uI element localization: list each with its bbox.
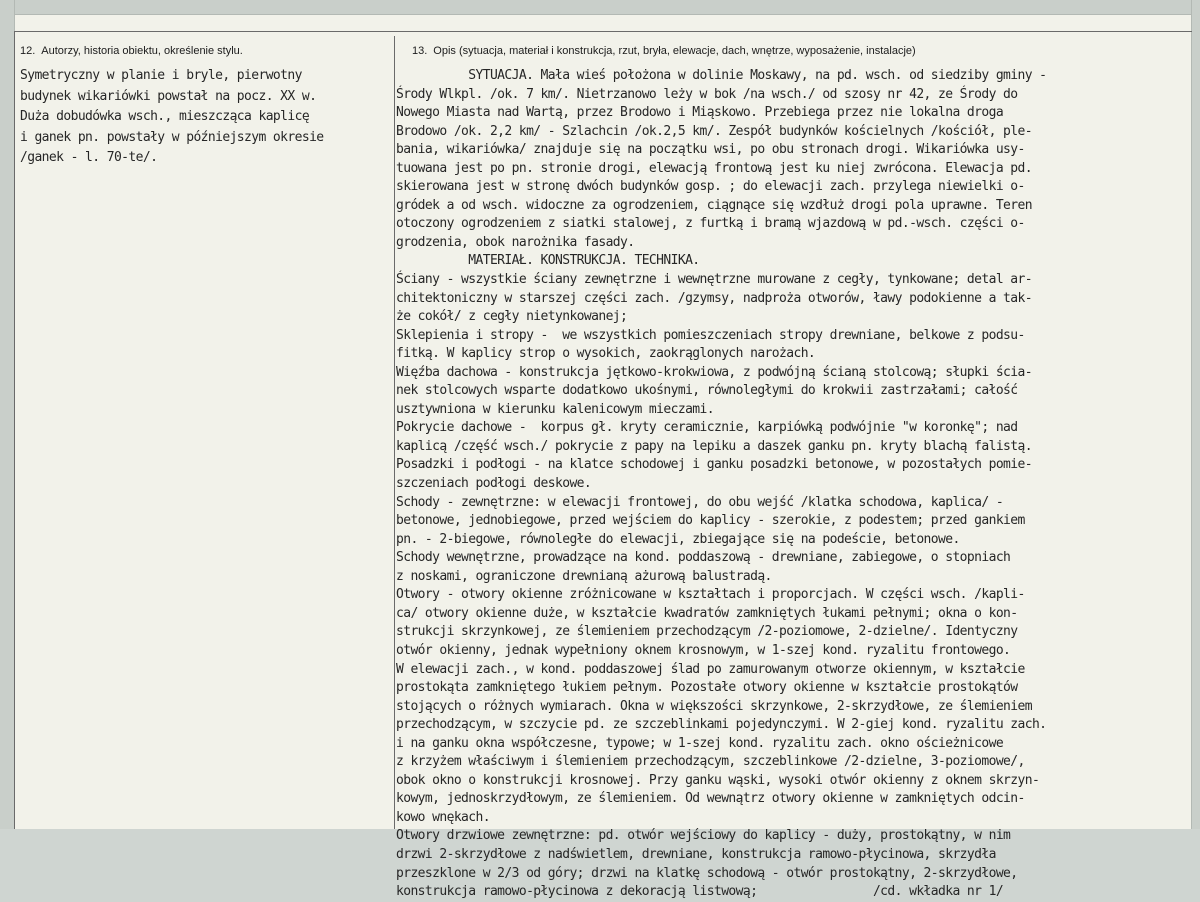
text-line: Brodowo /ok. 2,2 km/ - Szlachcin /ok.2,5 km/. Zespół budynków kościelnych /kościół, ple- — [396, 123, 1032, 139]
form-column-divider — [394, 36, 395, 829]
text-line: Środy Wlkpl. /ok. 7 km/. Nietrzanowo leży w bok /na wsch./ od szosy nr 42, ze Środy do — [396, 86, 1018, 102]
text-line: szczeniach podłogi deskowe. — [396, 476, 592, 492]
text-line: fitką. W kaplicy strop o wysokich, zaokrąglonych narożach. — [396, 346, 816, 362]
text-line: Schody wewnętrzne, prowadzące na kond. poddaszową - drewniane, zabiegowe, o stopniach — [396, 550, 1011, 566]
text-line: Schody - zewnętrzne: w elewacji frontowej, do obu wejść /klatka schodowa, kaplica/ - — [396, 494, 1004, 510]
text-line: skierowana jest w stronę dwóch budynków gosp. ; do elewacji zach. przylega niewielki o- — [396, 179, 1025, 195]
text-line: strukcji skrzynkowej, ze ślemieniem przechodzącym /2-poziomowe, 2-dzielne/. Identyczny — [396, 624, 1018, 640]
text-line: Sklepienia i stropy - we wszystkich pomieszczeniach stropy drewniane, belkowe z podsu- — [396, 327, 1025, 343]
section-13-heading — [412, 45, 916, 57]
text-line: kowo wnękach. — [396, 809, 490, 825]
text-line: Symetryczny w planie i bryle, pierwotny — [20, 68, 302, 83]
text-line: Ściany - wszystkie ściany zewnętrzne i wewnętrzne murowane z cegły, tynkowane; detal ar- — [396, 272, 1032, 288]
text-line: pn. - 2-biegowe, równoległe do elewacji, zbiegające się na podeście, betonowe. — [396, 531, 960, 547]
scan-edge-top — [0, 0, 1200, 15]
text-line: gródek a od wsch. widoczne za ogrodzeniem, ciągnące się wzdłuż drogi pola uprawne. Teren — [396, 197, 1032, 213]
text-line: /ganek - l. 70-te/. — [20, 150, 158, 165]
text-line: Otwory - otwory okienne zróżnicowane w kształtach i proporcjach. W części wsch. /kapli- — [396, 587, 1025, 603]
text-line: otwór okienny, jednak wypełniony oknem krosnowym, w 1-szej kond. ryzalitu frontowego. — [396, 642, 1011, 658]
text-line: SYTUACJA. Mała wieś położona w dolinie Moskawy, na pd. wsch. od siedziby gminy - — [396, 68, 1047, 83]
text-line: nek stolcowych wsparte dodatkowo ukośnymi, równoległymi do krokwii zastrzałami; całość — [396, 383, 1018, 399]
section-13-number: 13. — [412, 45, 428, 57]
text-line: kowym, jednoskrzydłowym, ze ślemieniem. Od wewnątrz otwory okienne w zamkniętych odcin- — [396, 791, 1025, 807]
text-line: Więźba dachowa - konstrukcja jętkowo-krokwiowa, z podwójną ścianą stolcową; słupki ścia- — [396, 364, 1032, 380]
section-13-title: Opis (sytuacja, materiał i konstrukcja, rzut, bryła, elewacje, dach, wnętrze, wyposażenie, instalacje) — [433, 45, 916, 57]
text-line: budynek wikariówki powstał na pocz. XX w. — [20, 88, 317, 104]
form-rule-left — [14, 31, 15, 829]
text-line: i ganek pn. powstały w późniejszym okresie — [20, 129, 324, 145]
text-line: Posadzki i podłogi - na klatce schodowej i ganku posadzki betonowe, w pozostałych pomie- — [396, 457, 1032, 473]
text-line: betonowe, jednobiegowe, przed wejściem do kaplicy - szerokie, z podestem; przed gankiem — [396, 513, 1025, 529]
text-line: chitektoniczny w starszej części zach. /gzymsy, nadproża otworów, ławy podokienne a tak- — [396, 290, 1032, 306]
text-line: obok okno o konstrukcji krosnowej. Przy ganku wąski, wysoki otwór okienny z oknem skrzyn- — [396, 772, 1040, 788]
text-line: prostokąta zamkniętego łukiem pełnym. Pozostałe otwory okienne w kształcie prostokątów — [396, 680, 1018, 696]
form-rule-top — [14, 31, 1192, 32]
section-12-heading — [20, 45, 243, 57]
section-12-number: 12. — [20, 45, 36, 57]
text-line: Otwory drzwiowe zewnętrzne: pd. otwór wejściowy do kaplicy - duży, prostokątny, w nim — [396, 828, 1011, 844]
text-line: konstrukcja ramowo-płycinowa z dekoracją listwową; /cd. wkładka nr 1/ — [396, 884, 1004, 900]
text-line: tuowana jest po pn. stronie drogi, elewacją frontową jest ku niej zwrócona. Elewacja pd. — [396, 160, 1032, 176]
text-line: Nowego Miasta nad Wartą, przez Brodowo i Miąskowo. Przebiega przez nie lokalna droga — [396, 105, 1004, 121]
scan-edge-left — [0, 0, 15, 829]
section-13-text — [396, 67, 1046, 902]
text-line: grodzenia, obok narożnika fasady. — [396, 234, 635, 250]
text-line: Pokrycie dachowe - korpus gł. kryty ceramicznie, karpiówką podwójnie "w koronkę"; nad — [396, 420, 1018, 436]
text-line: stojących o różnych wymiarach. Okna w większości skrzynkowe, 2-skrzydłowe, ze ślemieniem — [396, 698, 1032, 714]
text-line: otoczony ogrodzeniem z siatki stalowej, z furtką i bramą wjazdową w pd.-wsch. części o- — [396, 216, 1025, 232]
text-line: z krzyżem właściwym i ślemieniem przechodzącym, szczeblinkowe /2-dzielne, 3-poziomowe/, — [396, 754, 1025, 770]
text-line: z noskami, ograniczone drewnianą ażurową balustradą. — [396, 568, 772, 584]
text-line: i na ganku okna współczesne, typowe; w 1-szej kond. ryzalitu zach. okno ościeżnicowe — [396, 735, 1004, 751]
text-line: W elewacji zach., w kond. poddaszowej ślad po zamurowanym otworze okiennym, w kształcie — [396, 661, 1025, 677]
text-line: ca/ otwory okienne duże, w kształcie kwadratów zamkniętych łukami pełnymi; okna o kon- — [396, 605, 1018, 621]
text-line: drzwi 2-skrzydłowe z nadświetlem, drewniane, konstrukcja ramowo-płycinowa, skrzydła — [396, 846, 996, 862]
text-line: bania, wikariówka/ znajduje się na początku wsi, po obu stronach drogi. Wikariówka usy- — [396, 142, 1025, 158]
text-line: kaplicą /część wsch./ pokrycie z papy na lepiku a daszek ganku pn. kryty blachą falistą. — [396, 438, 1032, 454]
text-line: przeszklone w 2/3 od góry; drzwi na klatkę schodową - otwór prostokątny, 2-skrzydłowe, — [396, 865, 1018, 881]
text-line: Duża dobudówka wsch., mieszcząca kaplicę — [20, 109, 310, 124]
text-line: usztywniona w kierunku kalenicowym mieczami. — [396, 401, 714, 417]
text-line: że cokół/ z cegły nietynkowanej; — [396, 309, 628, 325]
section-12-title: Autorzy, historia obiektu, określenie stylu. — [41, 45, 243, 57]
scan-edge-right — [1191, 0, 1200, 829]
text-line: MATERIAŁ. KONSTRUKCJA. TECHNIKA. — [396, 253, 700, 269]
section-12-text — [20, 66, 324, 169]
text-line: przechodzącym, w szczycie pd. ze szczeblinkami pojedynczymi. W 2-giej kond. ryzalitu zach. — [396, 717, 1047, 733]
